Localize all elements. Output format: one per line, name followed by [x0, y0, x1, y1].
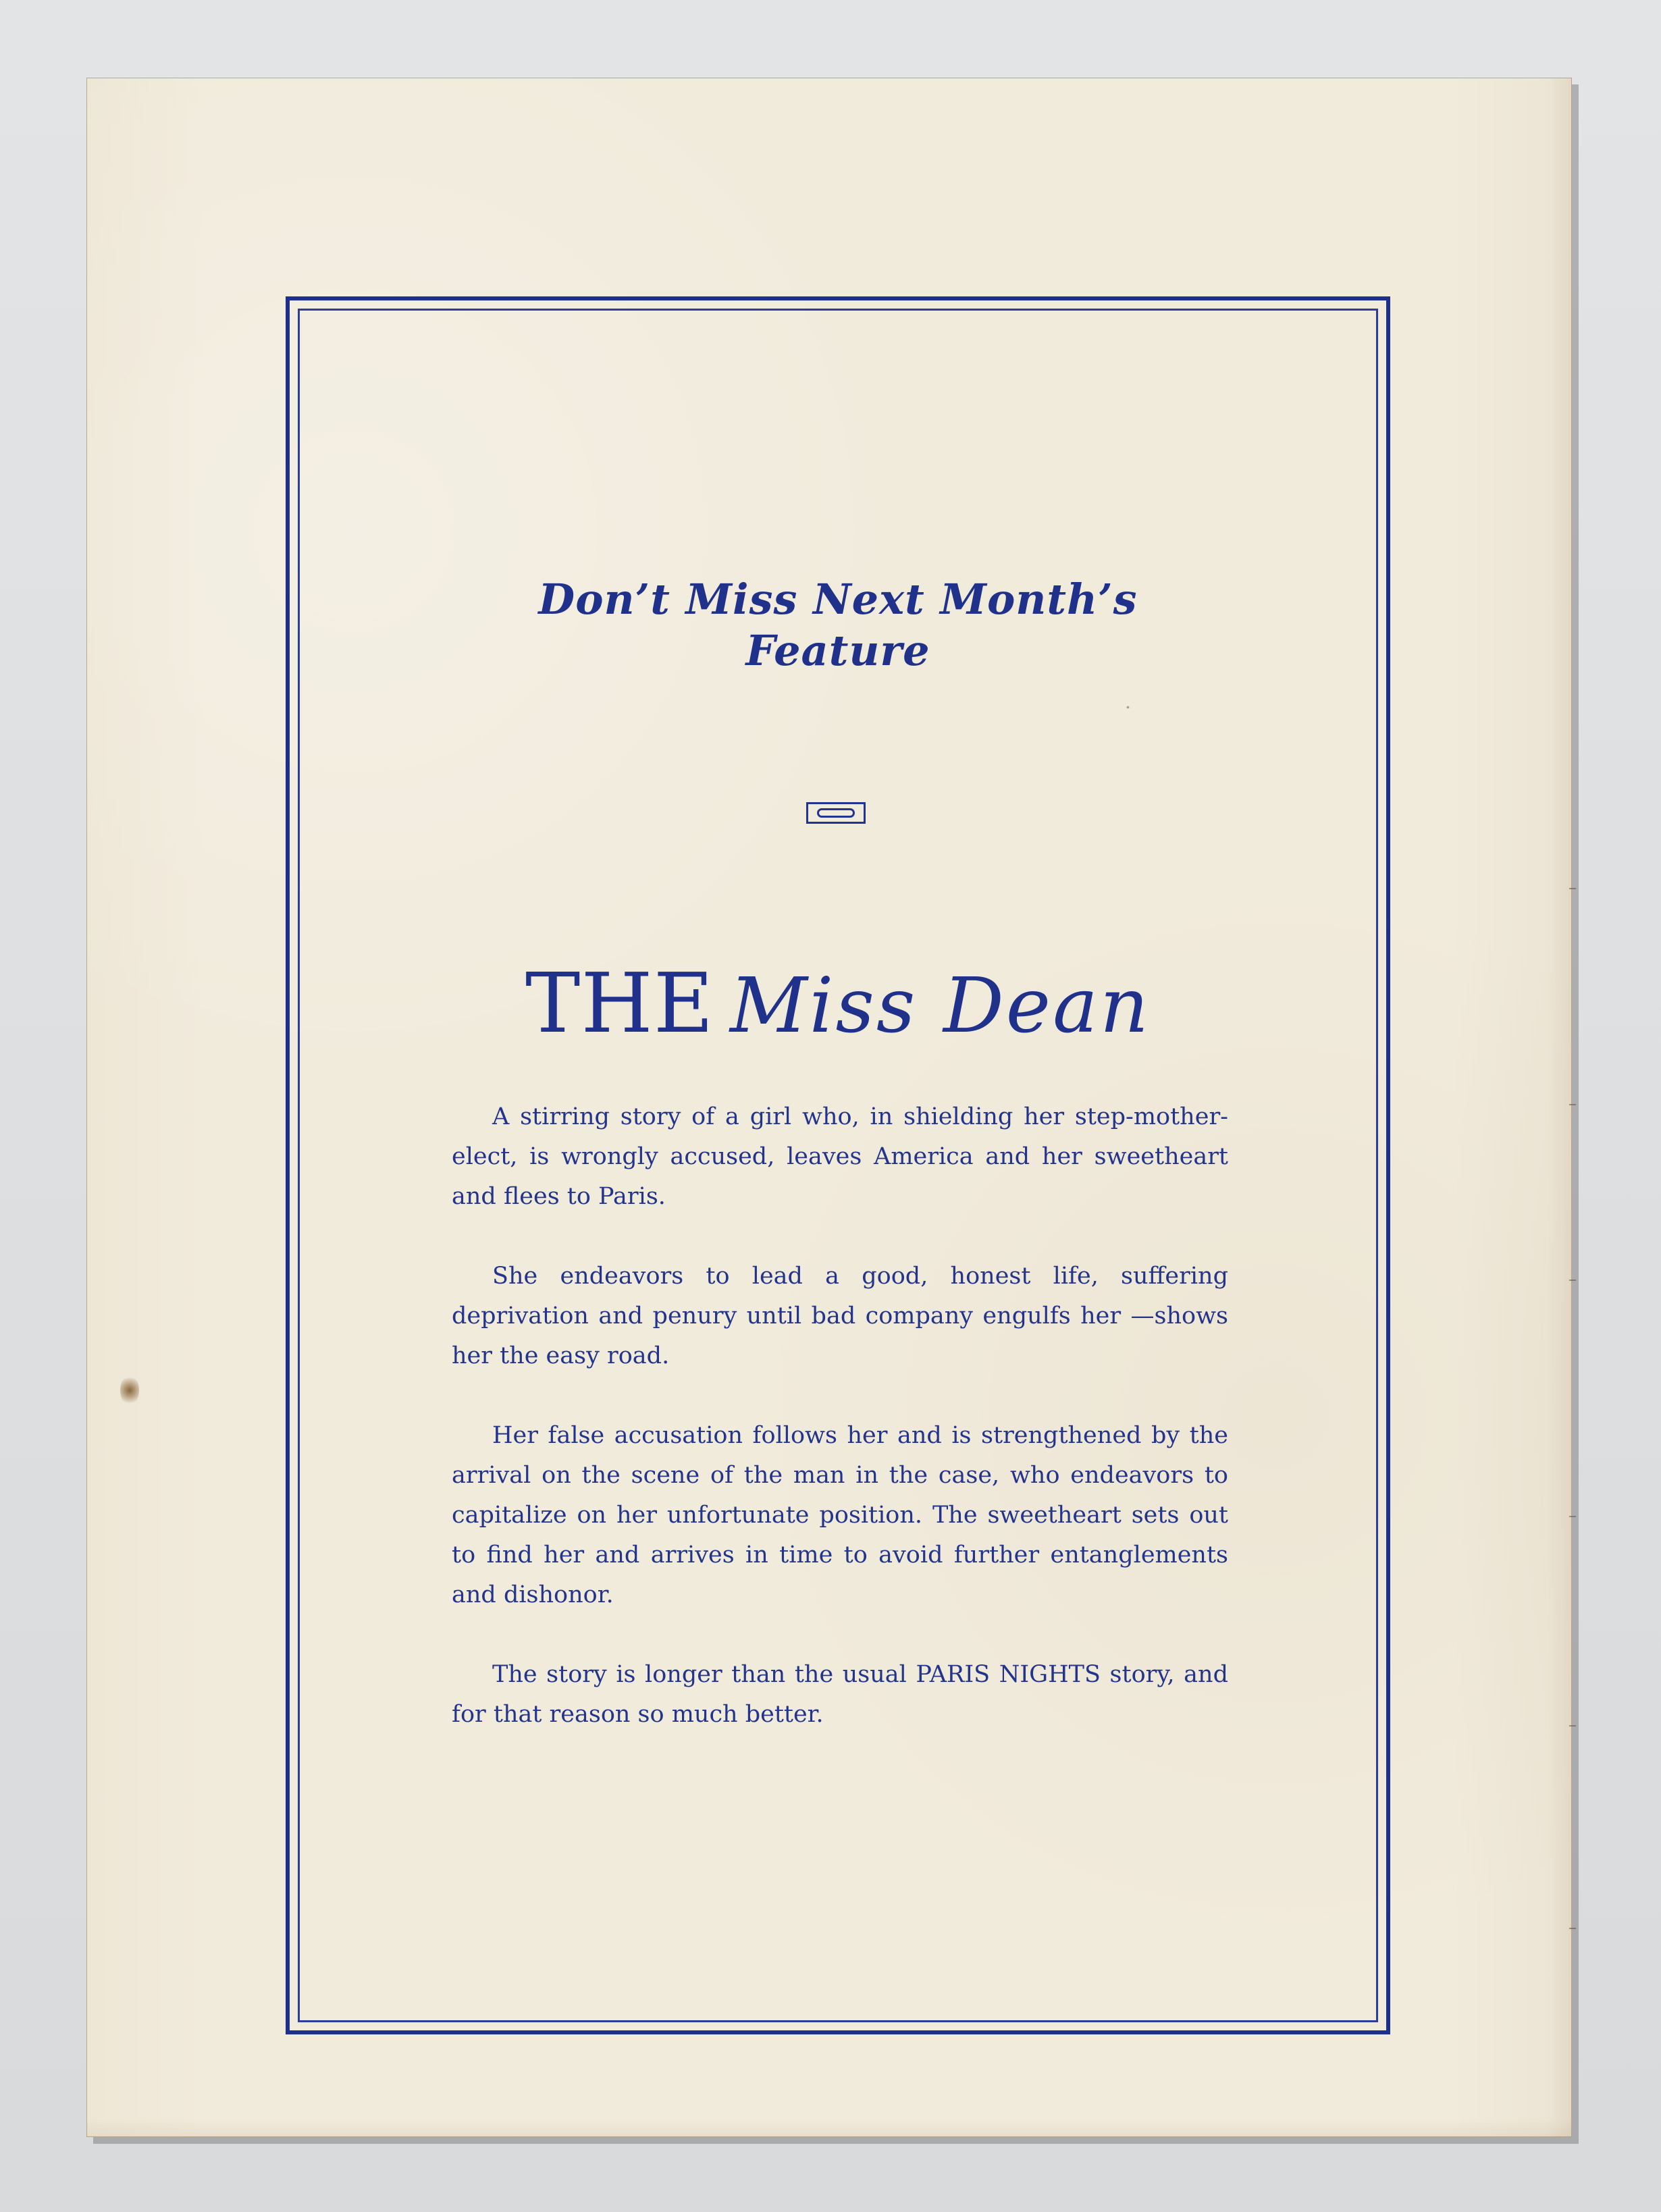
description-paragraph-3: Her false accusation follows her and is strengthened by the arrival on the scene of the man in the case, who endeavors to capitalize on her unfortunate position. The sweetheart sets out to find her and arrives in time to avoid further entanglements and dishonor. — [452, 1422, 1228, 1608]
page-right-edge — [1548, 78, 1572, 2137]
page-edge-nick — [1569, 1928, 1576, 1929]
page-edge-nick — [1569, 1280, 1576, 1281]
page-edge-nick — [1569, 1516, 1576, 1517]
advertisement-frame — [286, 296, 1390, 2034]
page-edge-nick — [1569, 888, 1576, 889]
page-bottom-edge — [86, 2118, 1572, 2137]
description-paragraph-4: The story is longer than the usual PARIS NIGHTS story, and for that reason so much better. — [452, 1661, 1228, 1728]
page-edge-nick — [1569, 1725, 1576, 1727]
advertisement-content — [290, 300, 1386, 2030]
headline-line-1: Don’t Miss Next Month’s — [538, 575, 1138, 624]
ornament-inner-shape — [817, 808, 855, 818]
description-paragraph-2: She endeavors to lead a good, honest life, suffering deprivation and penury until bad company engulfs her —shows her the easy road. — [452, 1263, 1228, 1369]
feature-headline — [290, 574, 1386, 677]
rectangular-ornament-icon — [806, 802, 866, 824]
page-stain — [120, 1374, 139, 1406]
description-paragraph-1: A stirring story of a girl who, in shielding her step-mother-elect, is wrongly accused, leaves America and her sweetheart and flees to Paris. — [452, 1103, 1228, 1210]
story-title-prefix: THE — [525, 955, 714, 1051]
story-title — [290, 955, 1386, 1051]
page-edge-nick — [1569, 1104, 1576, 1105]
story-title-script: Miss Dean — [729, 962, 1151, 1050]
document-page — [86, 78, 1572, 2137]
headline-line-2: Feature — [745, 626, 930, 676]
story-description — [452, 1097, 1228, 1735]
